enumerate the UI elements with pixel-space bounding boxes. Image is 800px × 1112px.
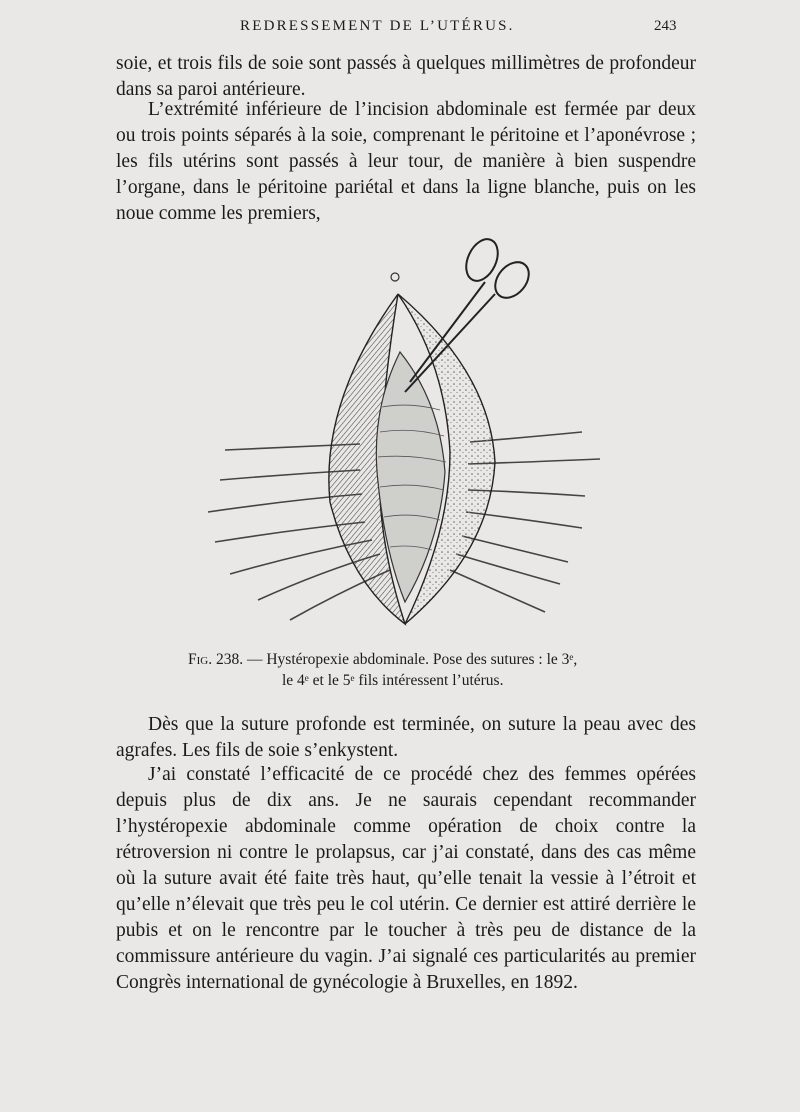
figure-illustration [200, 232, 610, 632]
scissors-icon [405, 234, 536, 392]
paragraph-incision-closure: L’extrémité inférieure de l’incision abdominale est fermée par deux ou trois points séparés à la soie, comprenant le péritoine et l’aponévrose ; les fils utérins sont passés à leur tour, de manière à bien suspendre l’organe, dans le péritoine pariétal et dans la ligne blanche, puis on les noue comme les premiers, [116, 99, 696, 224]
small-mark [391, 273, 399, 281]
figure-caption [188, 649, 638, 691]
caption-line-1: — Hystéropexie abdominale. Pose des sutures : le 3ᵉ, [246, 651, 578, 668]
surgical-incision-illustration [200, 232, 610, 632]
caption-line-2: le 4ᵉ et le 5ᵉ fils intéressent l’utérus. [282, 672, 504, 689]
page-number: 243 [654, 18, 677, 34]
running-title: REDRESSEMENT DE L’UTÉRUS. [240, 18, 515, 34]
paragraph-observations: J’ai constaté l’efficacité de ce procédé chez des femmes opérées depuis plus de dix ans. Je ne saurais cependant recommander l’hystéropexie abdominale comme opération de choix contre la rétroversion ni contre le prolapsus, car j’ai constaté, dans des cas même où la suture avait été faite très haut, qu’elle tenait la vessie à l’étroit et qu’elle n’élevait que très peu le col utérin. Ce dernier est attiré derrière le pubis et on le rencontre par le toucher à très peu de distance de la commissure antérieure du vagin. J’ai signalé ces particularités au premier Congrès international de gynécologie à Bruxelles, en 1892. [116, 764, 696, 993]
running-head [0, 18, 800, 40]
figure-label: Fig. 238. [188, 651, 244, 668]
paragraph-skin-suture: Dès que la suture profonde est terminée, on suture la peau avec des agrafes. Les fils de soie s’enkystent. [116, 714, 696, 761]
paragraph-continuation: soie, et trois fils de soie sont passés à quelques millimètres de profondeur dans sa paroi antérieure. [116, 53, 696, 100]
